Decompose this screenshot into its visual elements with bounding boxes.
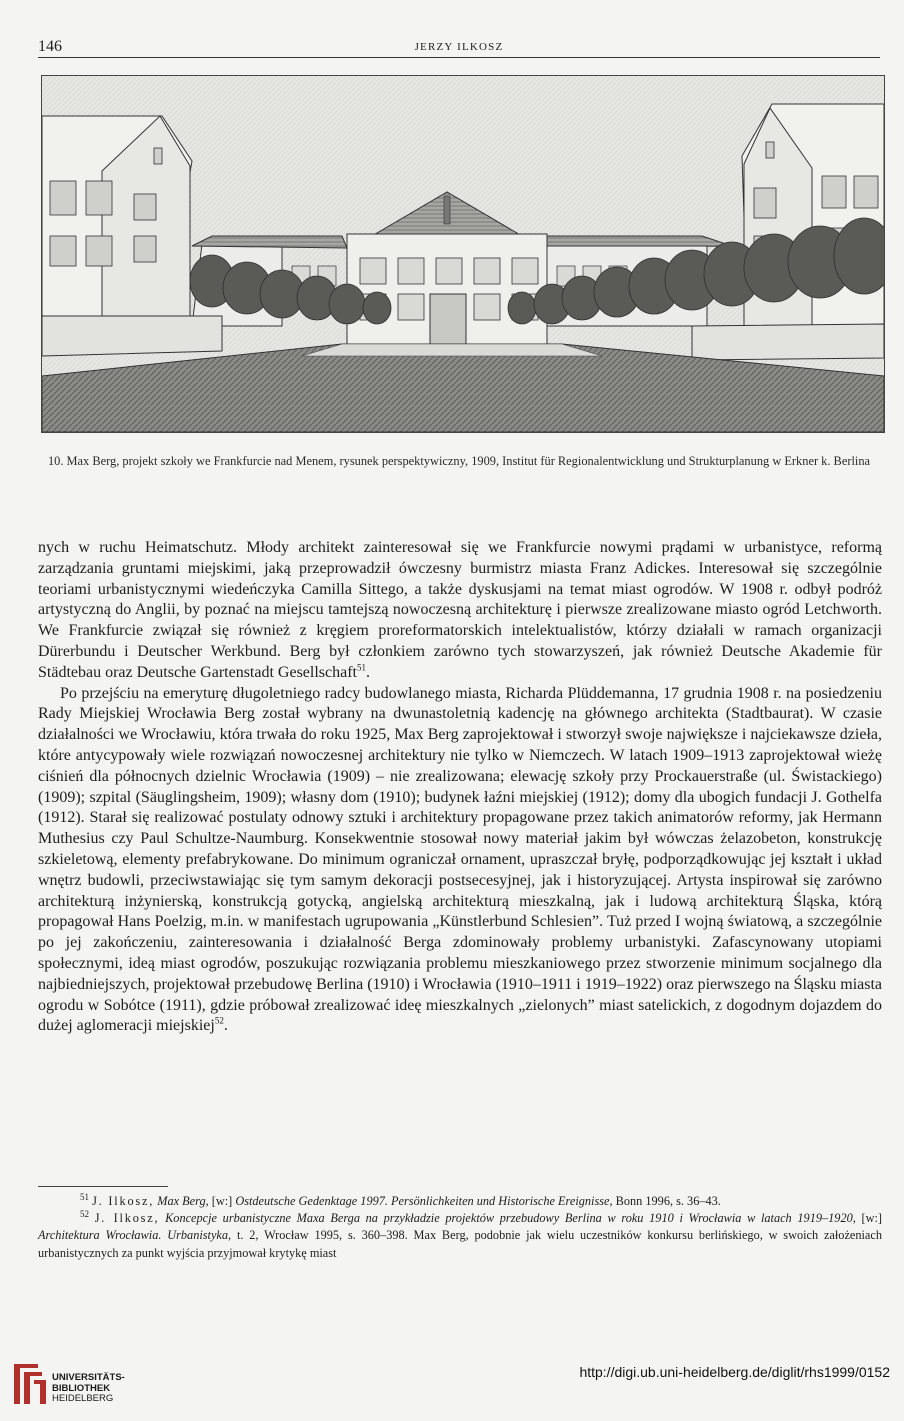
footnote-51: $^{51}$ J. Ilkosz, Max Berg, [w:] Ostdeutsche Gedenktage 1997. Persönlichkeiten und Historische Ereignisse, Bonn 1996, s. 36–43. xyxy=(80,1191,721,1208)
footnote-rule xyxy=(38,1186,168,1187)
running-head xyxy=(38,38,880,58)
header-rule xyxy=(38,57,880,58)
paragraph-1: nych w ruchu Heimatschutz. Młody architekt zainteresował się we Frankfurcie nowymi prądami w urbanistyce, reformą zarządzania gruntami miejskimi, jaką przeprowadził ówczesny burmistrz miasta Franz Adickes. Interesował się szczególnie teoriami urbanistycznymi wiedeńczyka Camilla Sittego, a także dyskusjami na temat miast ogrodów. W 1908 r. odbył podróż artystyczną do Anglii, by poznać na miejscu tamtejszą nowoczesną architekturę i pierwsze zrealizowane miasto ogród Letchworth. We Frankfurcie związał się również z kręgiem proreformatorskich intelektualistów, którzy działali w ramach organizacji Dürerbundu i Deutscher Werkbund. Berg był członkiem zarówno tych stowarzyszeń, jak również Deutsche Akademie für Städtebau oraz Deutsche Gartenstadt Gesellschaft$^{51}$. xyxy=(38,539,882,681)
footnote-ref-52[interactable]: 52 xyxy=(214,1016,224,1026)
library-name: UNIVERSITÄTS- BIBLIOTHEK HEIDELBERG xyxy=(52,1372,125,1404)
library-logo-icon xyxy=(8,1360,48,1408)
footnotes xyxy=(38,1193,882,1262)
source-url[interactable]: http://digi.ub.uni-heidelberg.de/diglit/rhs1999/0152 xyxy=(579,1364,890,1380)
figure-drawing xyxy=(41,75,885,433)
running-title: JERZY ILKOSZ xyxy=(414,41,504,53)
body-text xyxy=(38,538,882,1037)
footnote-ref-51[interactable]: 51 xyxy=(356,662,366,673)
library-badge xyxy=(8,1360,208,1410)
page-number: 146 xyxy=(38,38,62,55)
footnote-52: $^{52}$ J. Ilkosz, Koncepcje urbanistyczne Maxa Berga na przykładzie projektów przebudowy Berlina w roku 1910 i Wrocławia w latach 1919–1920, [w:] Architektura Wrocławia. Urbanistyka, t. 2, Wrocław 1995, s. 360–398. Max Berg, podobnie jak wielu uczestników konkursu berlińskiego, w swoich założeniach urbanistycznych za punkt wyjścia przyjmował krytykę miast xyxy=(38,1209,883,1260)
paragraph-2: Po przejściu na emeryturę długoletniego radcy budowlanego miasta, Richarda Plüddemanna, 17 grudnia 1908 r. na posiedzeniu Rady Miejskiej Wrocławia Berg został wybrany na dwunastoletnią kadencję na głównego architekta (Stadtbaurat). W czasie działalności we Wrocławiu, która trwała do roku 1925, Max Berg zaprojektował i stworzył swoje największe i najciekawsze dzieła, które antycypowały wiele rozwiązań nowoczesnej architektury nie tylko w Niemczech. W latach 1909–1913 zaprojektował wieżę ciśnień dla północnych dzielnic Wrocławia (1909) – nie zrealizowana; elewację szkoły przy Prockauerstraße (ul. Świstackiego) (1909); szpital (Säuglingsheim, 1909); własny dom (1910); budynek łaźni miejskiej (1912); domy dla ubogich fundacji J. Gothelfa (1912). Starał się realizować postulaty odnowy sztuki i architektury propagowane przez takich animatorów reformy, jak Hermann Muthesius czy Paul Schultze-Naumburg. Konsekwentnie stosował nowy materiał jakim był wówczas żelazobeton, konstrukcję szkieletową, elementy prefabrykowane. Do minimum ograniczał ornament, upraszczał bryłę, podporządkowując jej kształt i układ wnętrz budowli, przeciwstawiając się tym samym dekoracji postsecesyjnej, jak i historyzującej. Artysta inspirował się zarówno architekturą inżynierską, konstrukcją gotycką, angielską architekturą mieszkalną, jak i ludową architekturą Śląska, którą propagował Hans Poelzig, m.in. w manifestach ugrupowania „Künstlerbund Schlesien”. Tuż przed I wojną światową, a szczególnie po jej zakończeniu, zainteresowania i działalność Berga zdominowały problemy urbanistyki. Zafascynowany utopiami społecznymi, ideą miast ogrodów, poszukując rozwiązania problemu mieszkaniowego przez stworzenie minimum socjalnego dla najbiedniejszych, projektował przebudowę Berlina (1910) i Wrocławia (1910–1911 i 1919–1922) oraz pierwszego na Śląsku miasta ogrodu w Sobótce (1911), gdzie próbował zrealizować ideę mieszkalnych „zielonych” miast satelickich, z dogodnym dojazdem do dużej aglomeracji miejskiej$^{52}$. xyxy=(38,684,883,1035)
school-perspective-drawing xyxy=(42,76,884,432)
figure-caption: 10. Max Berg, projekt szkoły we Frankfurcie nad Menem, rysunek perspektywiczny, 1909, Institut für Regionalentwicklung und Strukturplanung w Erkner k. Berlina xyxy=(47,454,871,468)
